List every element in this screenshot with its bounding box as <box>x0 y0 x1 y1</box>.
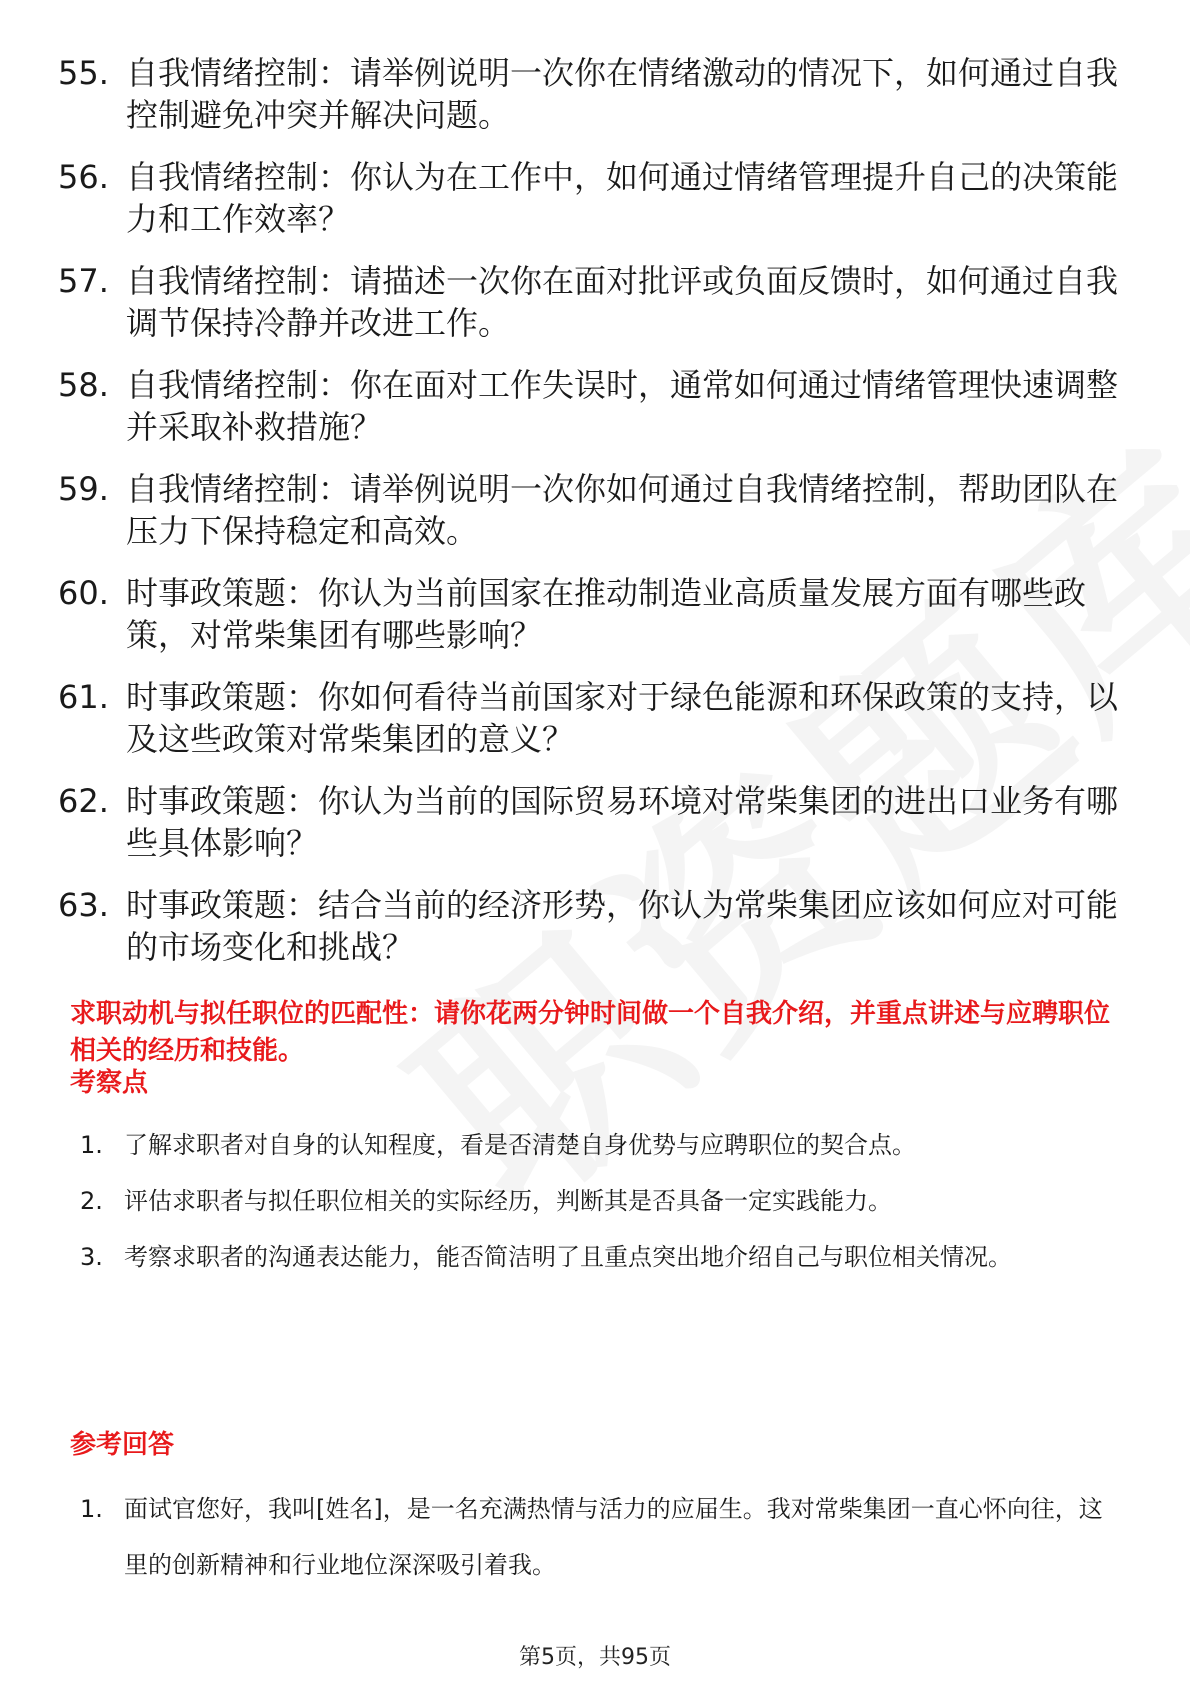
question-item <box>58 572 1118 656</box>
question-text: 时事政策题：你认为当前国家在推动制造业高质量发展方面有哪些政策，对常柴集团有哪些影响？ <box>126 574 1087 654</box>
question-number: 57. <box>58 262 109 300</box>
assessment-text: 评估求职者与拟任职位相关的实际经历，判断其是否具备一定实践能力。 <box>124 1187 892 1215</box>
question-number: 62. <box>58 782 109 820</box>
assessment-title: 考察点 <box>70 1068 149 1098</box>
question-text: 自我情绪控制：请描述一次你在面对批评或负面反馈时，如何通过自我调节保持冷静并改进工作。 <box>126 262 1119 342</box>
question-item <box>58 260 1118 344</box>
question-item <box>58 52 1118 136</box>
question-text: 自我情绪控制：请举例说明一次你在情绪激动的情况下，如何通过自我控制避免冲突并解决问题。 <box>126 54 1119 134</box>
assessment-text: 了解求职者对自身的认知程度，看是否清楚自身优势与应聘职位的契合点。 <box>124 1131 916 1159</box>
question-item <box>58 468 1118 552</box>
reference-number: 1. <box>80 1495 103 1523</box>
question-list <box>58 52 1118 988</box>
assessment-item <box>80 1117 1120 1173</box>
question-text: 自我情绪控制：请举例说明一次你如何通过自我情绪控制，帮助团队在压力下保持稳定和高效。 <box>126 470 1119 550</box>
assessment-list <box>80 1117 1120 1285</box>
question-number: 56. <box>58 158 109 196</box>
question-item <box>58 156 1118 240</box>
question-item <box>58 884 1118 968</box>
assessment-number: 1. <box>80 1131 103 1159</box>
assessment-number: 3. <box>80 1243 103 1271</box>
assessment-item <box>80 1229 1120 1285</box>
question-number: 61. <box>58 678 109 716</box>
question-item <box>58 364 1118 448</box>
page-footer: 第5页，共95页 <box>519 1645 671 1670</box>
assessment-item <box>80 1173 1120 1229</box>
reference-item <box>80 1481 1120 1593</box>
question-text: 时事政策题：结合当前的经济形势，你认为常柴集团应该如何应对可能的市场变化和挑战？ <box>126 886 1119 966</box>
assessment-number: 2. <box>80 1187 103 1215</box>
question-text: 自我情绪控制：你认为在工作中，如何通过情绪管理提升自己的决策能力和工作效率？ <box>126 158 1119 238</box>
assessment-text: 考察求职者的沟通表达能力，能否简洁明了且重点突出地介绍自己与职位相关情况。 <box>124 1243 1012 1271</box>
question-number: 60. <box>58 574 109 612</box>
question-item <box>58 780 1118 864</box>
question-number: 63. <box>58 886 109 924</box>
question-item <box>58 676 1118 760</box>
question-text: 自我情绪控制：你在面对工作失误时，通常如何通过情绪管理快速调整并采取补救措施？ <box>126 366 1119 446</box>
focus-question: 求职动机与拟任职位的匹配性：请你花两分钟时间做一个自我介绍，并重点讲述与应聘职位相关的经历和技能。 <box>70 999 1111 1066</box>
reference-title: 参考回答 <box>70 1430 175 1460</box>
reference-text: 面试官您好，我叫[姓名]，是一名充满热情与活力的应届生。我对常柴集团一直心怀向往，这里的创新精神和行业地位深深吸引着我。 <box>124 1495 1103 1579</box>
question-number: 55. <box>58 54 109 92</box>
question-number: 59. <box>58 470 109 508</box>
question-text: 时事政策题：你认为当前的国际贸易环境对常柴集团的进出口业务有哪些具体影响？ <box>126 782 1119 862</box>
question-text: 时事政策题：你如何看待当前国家对于绿色能源和环保政策的支持，以及这些政策对常柴集团的意义？ <box>126 678 1119 758</box>
reference-list <box>80 1481 1120 1593</box>
question-number: 58. <box>58 366 109 404</box>
